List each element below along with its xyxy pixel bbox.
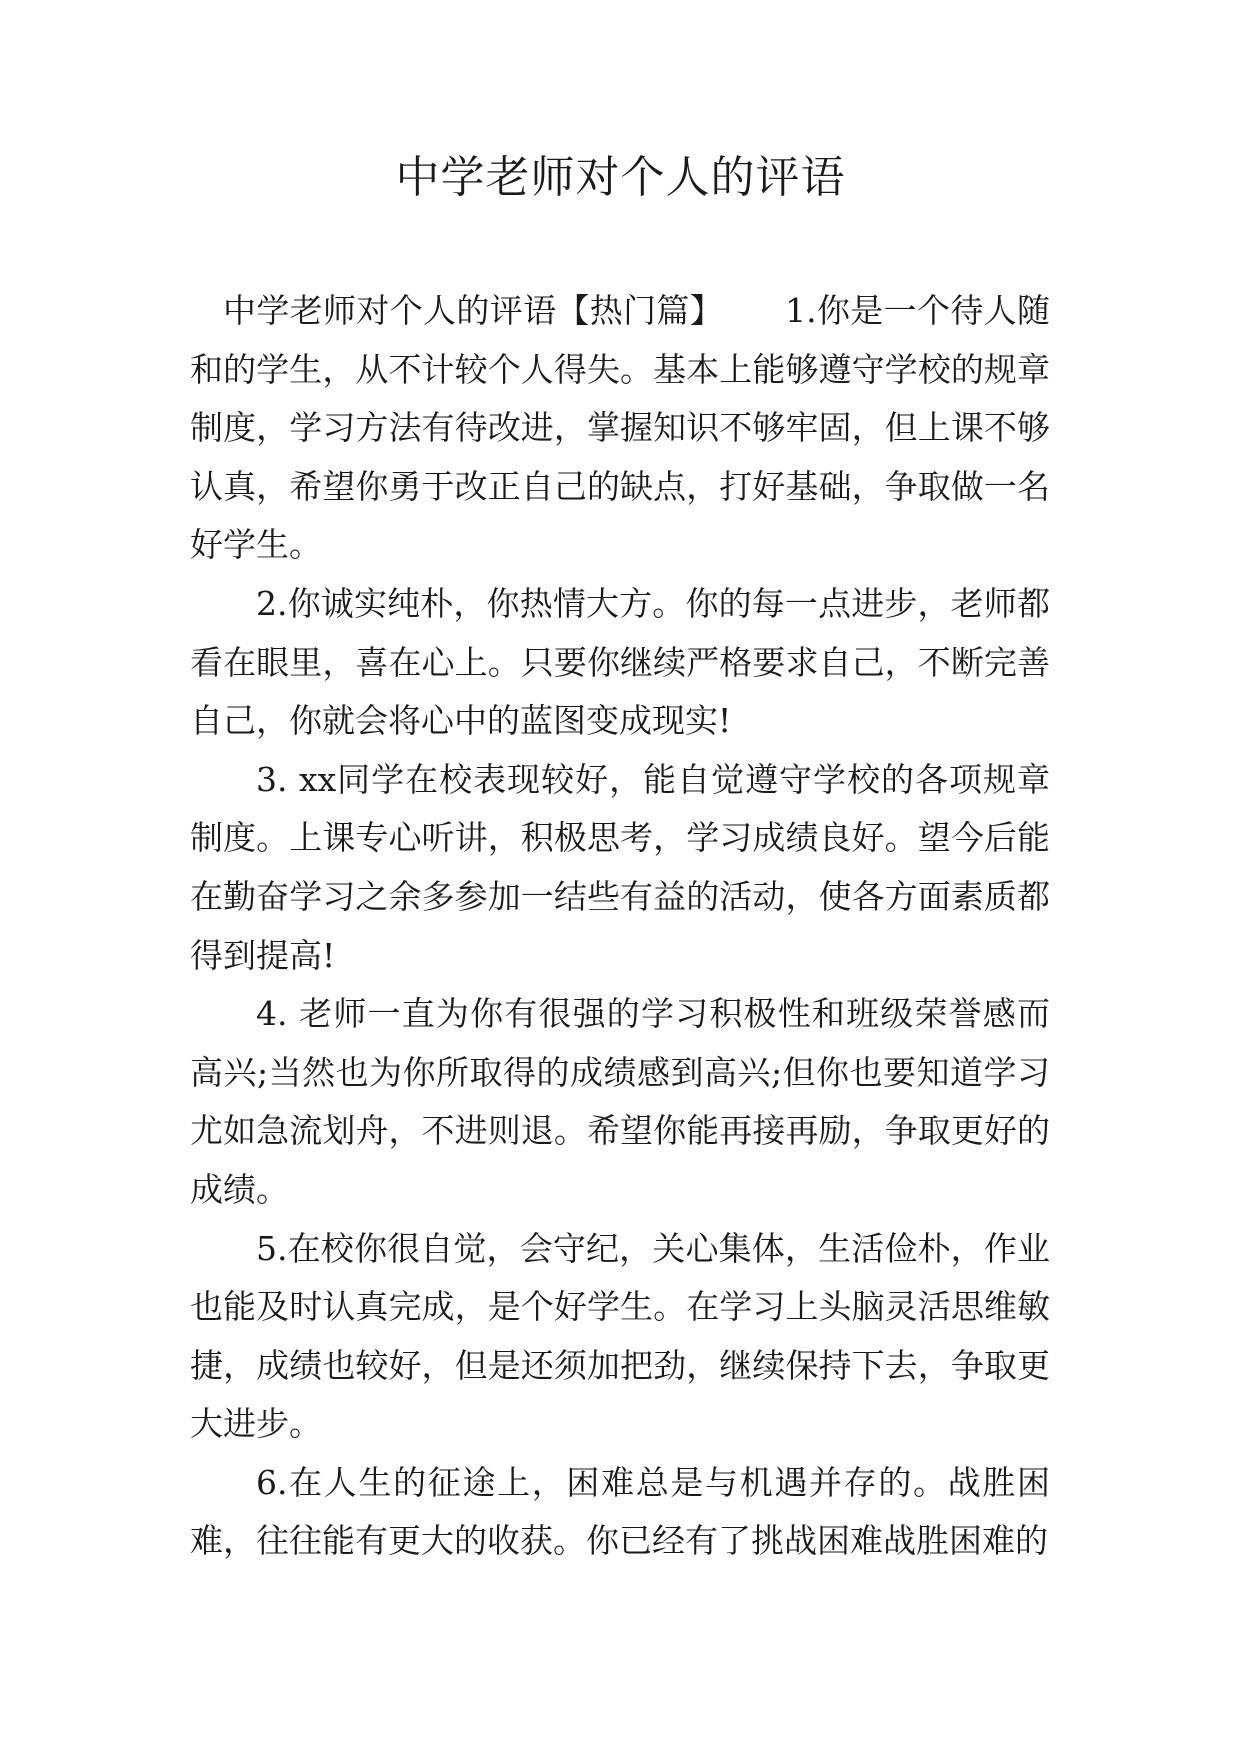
paragraph-4: 4. 老师一直为你有很强的学习积极性和班级荣誉感而高兴;当然也为你所取得的成绩感到高兴;但你也要知道学习尤如急流划舟，不进则退。希望你能再接再励，争取更好的成绩。 [190, 994, 1050, 1209]
paragraph-5: 5.在校你很自觉，会守纪，关心集体，生活俭朴，作业也能及时认真完成，是个好学生。在学习上头脑灵活思维敏捷，成绩也较好，但是还须加把劲，继续保持下去，争取更大进步。 [190, 1228, 1050, 1444]
document-body [190, 282, 1050, 1571]
paragraph-1 [190, 282, 1050, 575]
paragraph-text: 1.你是一个待人随和的学生，从不计较个人得失。基本上能够遵守学校的规章制度，学习方法有待改进，掌握知识不够牢固，但上课不够认真，希望你勇于改正自己的缺点，打好基础，争取做一名好学生。 [190, 291, 1050, 565]
intro-heading: 中学老师对个人的评语【热门篇】 [223, 291, 724, 330]
paragraph-3: 3. xx同学在校表现较好，能自觉遵守学校的各项规章制度。上课专心听讲，积极思考，学习成绩良好。望今后能在勤奋学习之余多参加一结些有益的活动，使各方面素质都得到提高! [190, 759, 1050, 975]
document-title: 中学老师对个人的评语 [395, 152, 846, 203]
paragraph-6: 6.在人生的征途上，困难总是与机遇并存的。战胜困难，往往能有更大的收获。你已经有了挑战困难战胜困难的 [190, 1462, 1050, 1561]
paragraph-2: 2.你诚实纯朴，你热情大方。你的每一点进步，老师都看在眼里，喜在心上。只要你继续严格要求自己，不断完善自己，你就会将心中的蓝图变成现实! [190, 583, 1050, 741]
